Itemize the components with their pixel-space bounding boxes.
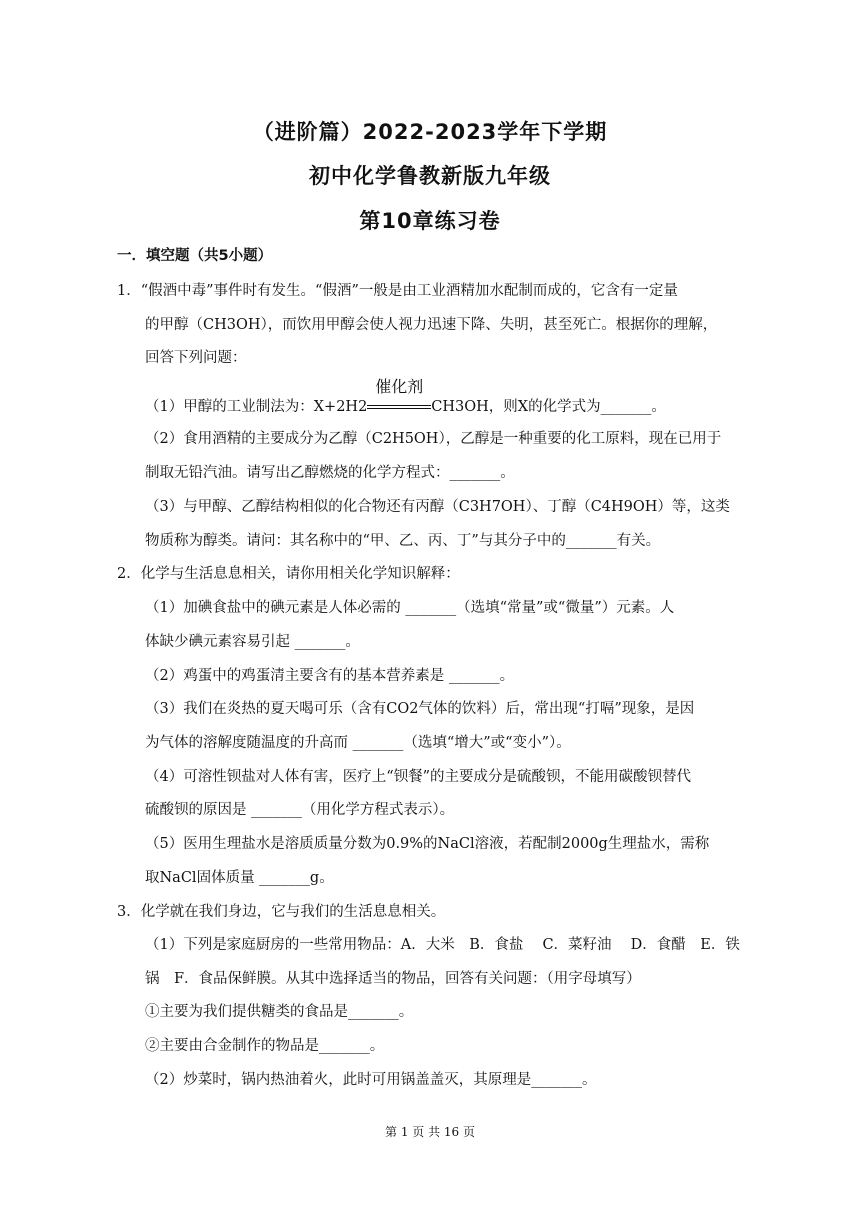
q3-sub1-line2: 锅 F．食品保鲜膜。从其中选择适当的物品，回答有关问题：（用字母填写） [145,971,641,987]
q1-sub1 [145,377,666,417]
q1-line2: 的甲醇（CH3OH），而饮用甲醇会使人视力迅速下降、失明，甚至死亡。根据你的理解， [145,317,718,333]
q3-sub1-item-b: ②主要由合金制作的物品是_______。 [145,1038,385,1054]
q2-sub4-line1: （4）可溶性钡盐对人体有害，医疗上“钡餐”的主要成分是硫酸钡，不能用碳酸钡替代 [145,769,692,785]
q2-sub1-line2: 体缺少碘元素容易引起 _______。 [145,634,360,650]
q2-sub3-line1: （3）我们在炎热的夏天喝可乐（含有CO2气体的饮料）后，常出现“打嗝”现象，是因 [145,701,695,717]
q3-sub1-item-a: ①主要为我们提供糖类的食品是_______。 [145,1004,414,1020]
q3-line1: 3．化学就在我们身边，它与我们的生活息息相关。 [117,904,446,920]
catalyst-equation-sign [367,377,431,417]
q2-sub3-line2: 为气体的溶解度随温度的升高而 _______（选填“增大”或“变小”）。 [145,735,571,751]
q2-sub1-line1: （1）加碘食盐中的碘元素是人体必需的 _______（选填“常量”或“微量”）元素。人 [145,600,675,616]
q2-line1: 2．化学与生活息息相关，请你用相关化学知识解释： [117,566,460,582]
q1-line1: 1．“假酒中毒”事件时有发生。“假酒”一般是由工业酒精加水配制而成的，它含有一定量 [117,283,678,299]
catalyst-label: 催化剂 [375,377,424,396]
q1-sub1-post: CH3OH，则X的化学式为_______。 [431,399,666,415]
section-heading: 一．填空题（共5小题） [117,248,273,264]
q1-sub1-pre: （1）甲醇的工业制法为：X+2H2 [145,399,368,415]
q1-sub3-line1: （3）与甲醇、乙醇结构相似的化合物还有丙醇（C3H7OH）、丁醇（C4H9OH）等，这类 [145,499,730,515]
doc-title-line1: （进阶篇）2022-2023学年下学期 [252,120,608,144]
q1-sub2-line1: （2）食用酒精的主要成分为乙醇（C2H5OH），乙醇是一种重要的化工原料，现在已用于 [145,431,722,447]
q2-sub2-line1: （2）鸡蛋中的鸡蛋清主要含有的基本营养素是 _______。 [145,668,515,684]
q2-sub4-line2: 硫酸钡的原因是 _______（用化学方程式表示）。 [145,802,455,818]
q3-sub2-line1: （2）炒菜时，锅内热油着火，此时可用锅盖盖灭，其原理是_______。 [145,1072,597,1088]
q1-line3: 回答下列问题： [145,350,247,366]
q1-sub3-line2: 物质称为醇类。请问：其名称中的“甲、乙、丙、丁”与其分子中的_______有关。 [145,533,661,549]
q2-sub5-line2: 取NaCl固体质量 _______g。 [145,870,334,886]
q1-sub2-line2: 制取无铅汽油。请写出乙醇燃烧的化学方程式：_______。 [145,465,515,481]
page-footer: 第 1 页 共 16 页 [385,1125,475,1139]
q2-sub5-line1: （5）医用生理盐水是溶质质量分数为0.9%的NaCl溶液，若配制2000g生理盐水，需称 [145,836,710,852]
doc-title-line2: 初中化学鲁教新版九年级 [309,164,551,188]
q3-sub1-line1: （1）下列是家庭厨房的一些常用物品：A．大米 B．食盐 C．菜籽油 D．食醋 E．铁 [145,937,740,953]
doc-title-line3: 第10章练习卷 [359,209,501,233]
